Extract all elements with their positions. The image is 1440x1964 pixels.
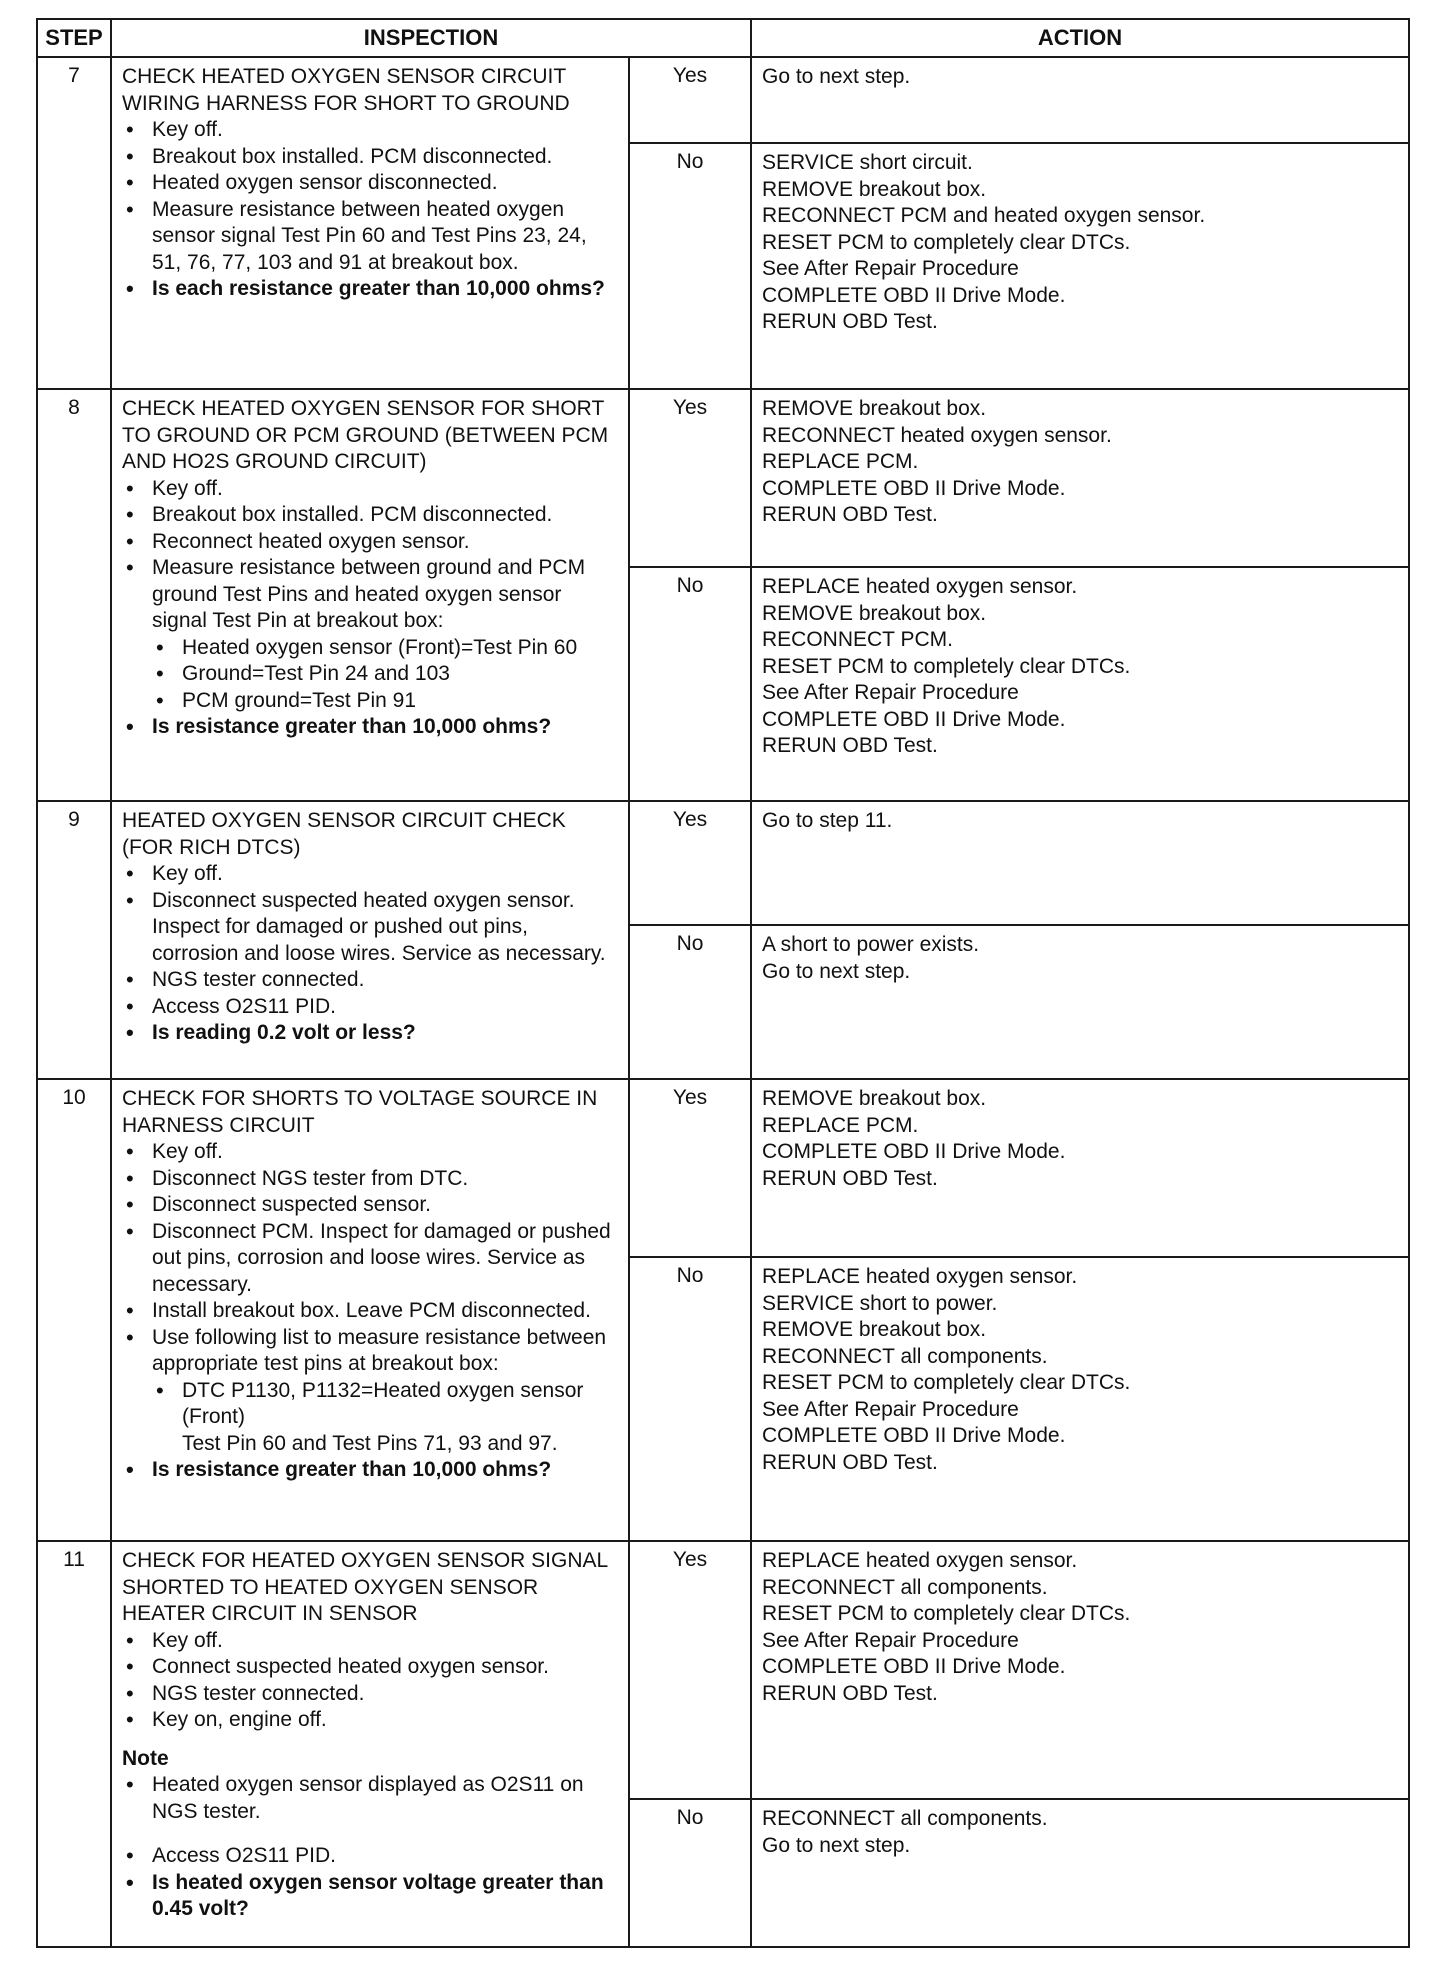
inspection-item-text: Measure resistance between ground and PCM ground Test Pins and heated oxygen sensor signal Test Pin at breakout box: [152, 556, 586, 632]
step-number: 7 [37, 57, 111, 389]
header-inspection: INSPECTION [111, 19, 751, 57]
step-row-yes [37, 801, 1409, 925]
action-line: REMOVE breakout box. [762, 601, 987, 625]
inspection-item: • Disconnect suspected sensor. [122, 1192, 618, 1219]
action-line: REPLACE PCM. [762, 1113, 919, 1137]
action-line: RESET PCM to completely clear DTCs. [762, 1371, 1131, 1394]
action-line: RESET PCM to completely clear DTCs. [762, 654, 1131, 678]
action-line: REPLACE heated oxygen sensor. [762, 1265, 1078, 1288]
action-line: Go to next step. [762, 1833, 911, 1857]
inspection-item: • NGS tester connected. [122, 1681, 618, 1708]
inspection-question: • Is heated oxygen sensor voltage greater than 0.45 volt? [122, 1870, 618, 1923]
inspection-item: • Breakout box installed. PCM disconnected. [122, 502, 618, 529]
inspection-item-text: Use following list to measure resistance between appropriate test pins at breakout box: [152, 1325, 607, 1375]
action-line: RERUN OBD Test. [762, 310, 938, 333]
inspection-cell [111, 389, 629, 801]
action-line: See After Repair Procedure [762, 681, 1019, 704]
inspection-sublist [152, 635, 618, 715]
no-action [751, 143, 1409, 389]
inspection-title: CHECK FOR HEATED OXYGEN SENSOR SIGNAL SHORTED TO HEATED OXYGEN SENSOR HEATER CIRCUIT IN SENSOR [122, 1549, 608, 1625]
no-label: No [629, 567, 751, 801]
inspection-item: • Measure resistance between heated oxygen sensor signal Test Pin 60 and Test Pins 23, 24, 51, 76, 77, 103 and 91 at breakout box. [122, 197, 618, 277]
action-line: RERUN OBD Test. [762, 1681, 938, 1705]
yes-label: Yes [629, 1541, 751, 1799]
no-label: No [629, 1257, 751, 1541]
inspection-item: • Key on, engine off. [122, 1707, 618, 1734]
inspection-item: • Disconnect NGS tester from DTC. [122, 1166, 618, 1193]
inspection-subitem: • PCM ground=Test Pin 91 [152, 688, 618, 715]
action-line: RECONNECT all components. [762, 1575, 1048, 1599]
action-line: SERVICE short circuit. [762, 151, 973, 174]
inspection-cell [111, 1079, 629, 1541]
step-number: 8 [37, 389, 111, 801]
inspection-question: • Is resistance greater than 10,000 ohms? [122, 714, 618, 741]
action-line: REMOVE breakout box. [762, 177, 987, 201]
step-row-yes [37, 57, 1409, 143]
inspection-subitem-continuation: Test Pin 60 and Test Pins 71, 93 and 97. [182, 1431, 558, 1455]
yes-action [751, 1079, 1409, 1257]
action-line: See After Repair Procedure [762, 257, 1019, 280]
inspection-cell [111, 1541, 629, 1947]
action-line: COMPLETE OBD II Drive Mode. [762, 1140, 1066, 1163]
inspection-list [122, 1628, 618, 1734]
action-line: RESET PCM to completely clear DTCs. [762, 230, 1131, 254]
inspection-item [122, 1325, 618, 1458]
yes-label: Yes [629, 1079, 751, 1257]
note-item: • Heated oxygen sensor displayed as O2S11 on NGS tester. [122, 1772, 618, 1825]
inspection-question: • Is reading 0.2 volt or less? [122, 1020, 618, 1047]
action-line: Go to next step. [762, 959, 911, 983]
action-line: REMOVE breakout box. [762, 397, 987, 420]
inspection-item [122, 555, 618, 714]
inspection-item: • Connect suspected heated oxygen sensor. [122, 1654, 618, 1681]
inspection-subitem: • Ground=Test Pin 24 and 103 [152, 661, 618, 688]
step-number: 11 [37, 1541, 111, 1947]
action-line: RECONNECT PCM. [762, 628, 953, 651]
action-line: RERUN OBD Test. [762, 1166, 938, 1190]
header-row [37, 19, 1409, 57]
action-line: RESET PCM to completely clear DTCs. [762, 1602, 1131, 1625]
spacer [122, 1825, 618, 1843]
step-row-yes [37, 389, 1409, 567]
diagnostic-table [36, 18, 1410, 1948]
note-list [122, 1772, 618, 1825]
inspection-item: • Install breakout box. Leave PCM disconnected. [122, 1298, 618, 1325]
inspection-question: • Is resistance greater than 10,000 ohms? [122, 1457, 618, 1484]
inspection-item: • Access O2S11 PID. [122, 1843, 618, 1870]
inspection-item: • Reconnect heated oxygen sensor. [122, 529, 618, 556]
step-number: 9 [37, 801, 111, 1079]
inspection-item: • Breakout box installed. PCM disconnected. [122, 144, 618, 171]
header-step: STEP [37, 19, 111, 57]
yes-action [751, 57, 1409, 143]
action-line: RERUN OBD Test. [762, 734, 938, 757]
diagnostic-table-page [36, 18, 1408, 1948]
inspection-list [122, 117, 618, 303]
yes-action [751, 1541, 1409, 1799]
action-line: COMPLETE OBD II Drive Mode. [762, 707, 1066, 731]
inspection-subitem: • Heated oxygen sensor (Front)=Test Pin 60 [152, 635, 618, 662]
inspection-item: • Disconnect suspected heated oxygen sensor. Inspect for damaged or pushed out pins, corrosion and loose wires. Service as necessary. [122, 888, 618, 968]
no-action [751, 925, 1409, 1079]
inspection-item: • Heated oxygen sensor disconnected. [122, 170, 618, 197]
no-action [751, 1799, 1409, 1947]
inspection-title: CHECK HEATED OXYGEN SENSOR CIRCUIT WIRING HARNESS FOR SHORT TO GROUND [122, 65, 570, 115]
yes-action [751, 389, 1409, 567]
no-action [751, 567, 1409, 801]
action-line: REPLACE PCM. [762, 450, 919, 473]
inspection-title: CHECK FOR SHORTS TO VOLTAGE SOURCE IN HARNESS CIRCUIT [122, 1087, 598, 1137]
header-action: ACTION [751, 19, 1409, 57]
inspection-item: • Key off. [122, 1628, 618, 1655]
action-line: A short to power exists. [762, 933, 980, 956]
action-line: RECONNECT PCM and heated oxygen sensor. [762, 204, 1206, 227]
action-line: Go to next step. [762, 65, 911, 88]
step-number: 10 [37, 1079, 111, 1541]
step-row-yes [37, 1541, 1409, 1799]
inspection-item: • Key off. [122, 117, 618, 144]
action-line: RERUN OBD Test. [762, 1450, 938, 1474]
action-line: RECONNECT heated oxygen sensor. [762, 423, 1112, 447]
inspection-title: CHECK HEATED OXYGEN SENSOR FOR SHORT TO GROUND OR PCM GROUND (BETWEEN PCM AND HO2S GROUND CIRCUIT) [122, 397, 609, 473]
action-line: REPLACE heated oxygen sensor. [762, 1549, 1078, 1572]
action-line: See After Repair Procedure [762, 1397, 1019, 1421]
no-label: No [629, 143, 751, 389]
inspection-cell [111, 57, 629, 389]
no-label: No [629, 925, 751, 1079]
action-line: REMOVE breakout box. [762, 1087, 987, 1110]
inspection-item: • Access O2S11 PID. [122, 994, 618, 1021]
action-line: REPLACE heated oxygen sensor. [762, 575, 1078, 598]
note-label: Note [122, 1746, 169, 1770]
inspection-list-continued [122, 1843, 618, 1923]
action-line: RECONNECT all components. [762, 1807, 1048, 1830]
action-line: Go to step 11. [762, 809, 893, 832]
no-label: No [629, 1799, 751, 1947]
inspection-list [122, 861, 618, 1047]
inspection-item: • Disconnect PCM. Inspect for damaged or pushed out pins, corrosion and loose wires. Service as necessary. [122, 1219, 618, 1299]
action-line: COMPLETE OBD II Drive Mode. [762, 1655, 1066, 1678]
inspection-list [122, 476, 618, 741]
action-line: COMPLETE OBD II Drive Mode. [762, 283, 1066, 307]
action-line: COMPLETE OBD II Drive Mode. [762, 1424, 1066, 1447]
inspection-item: • Key off. [122, 861, 618, 888]
action-line: See After Repair Procedure [762, 1628, 1019, 1652]
inspection-list [122, 1139, 618, 1484]
action-line: SERVICE short to power. [762, 1291, 998, 1315]
inspection-subitem: • DTC P1130, P1132=Heated oxygen sensor (Front) [152, 1378, 618, 1431]
action-line: COMPLETE OBD II Drive Mode. [762, 476, 1066, 500]
inspection-item: • NGS tester connected. [122, 967, 618, 994]
inspection-cell [111, 801, 629, 1079]
yes-label: Yes [629, 57, 751, 143]
inspection-title: HEATED OXYGEN SENSOR CIRCUIT CHECK (FOR RICH DTCS) [122, 809, 566, 859]
inspection-question: • Is each resistance greater than 10,000 ohms? [122, 276, 618, 303]
yes-action [751, 801, 1409, 925]
inspection-item: • Key off. [122, 1139, 618, 1166]
no-action [751, 1257, 1409, 1541]
yes-label: Yes [629, 389, 751, 567]
step-row-yes [37, 1079, 1409, 1257]
action-line: RECONNECT all components. [762, 1344, 1048, 1368]
action-line: REMOVE breakout box. [762, 1318, 987, 1341]
yes-label: Yes [629, 801, 751, 925]
inspection-sublist [152, 1378, 618, 1431]
action-line: RERUN OBD Test. [762, 503, 938, 526]
inspection-item: • Key off. [122, 476, 618, 503]
